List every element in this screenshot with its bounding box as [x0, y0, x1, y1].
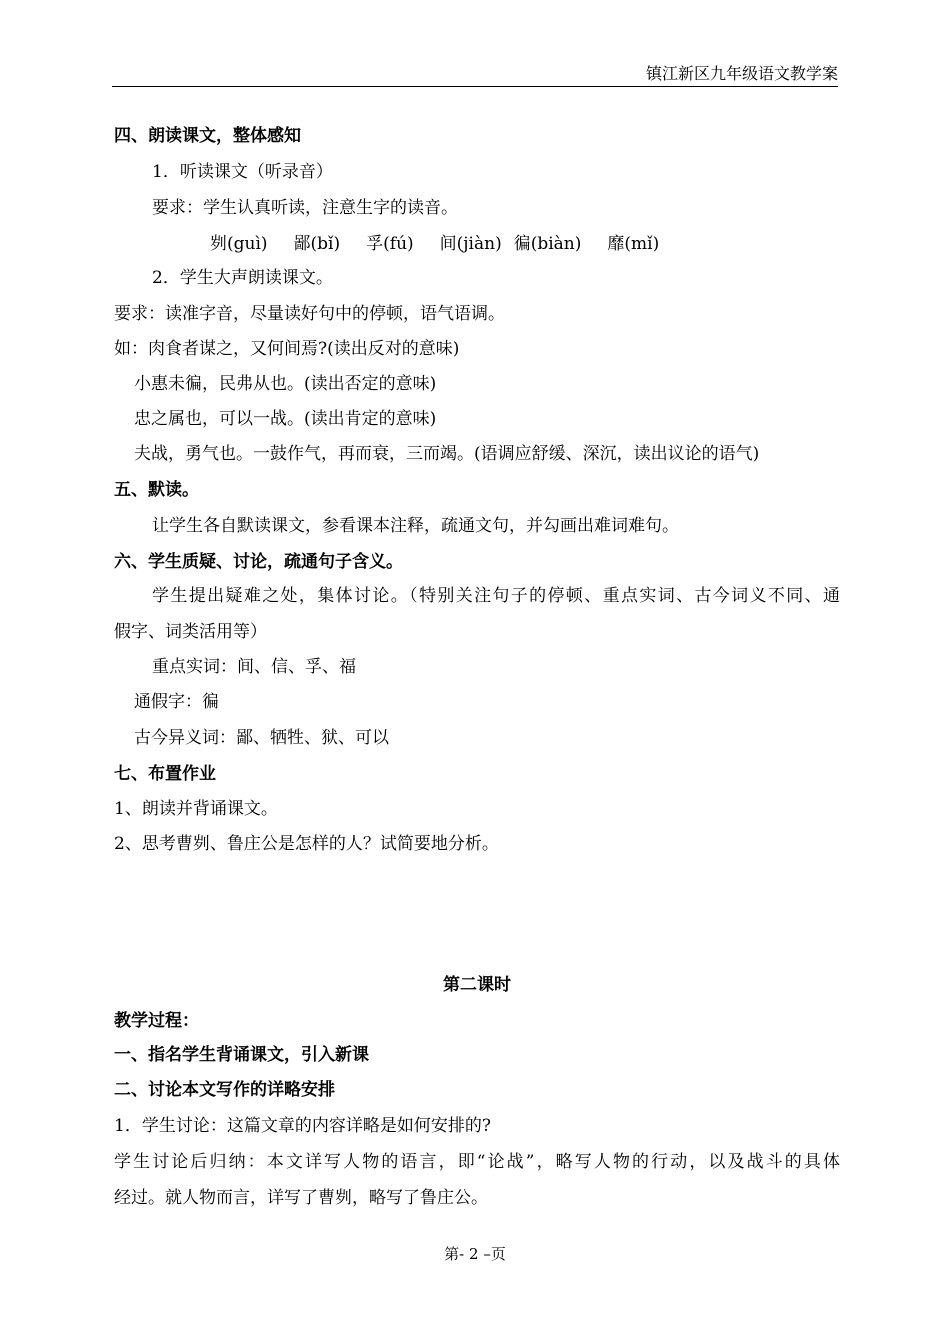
paragraph: 2．学生大声朗读课文。: [152, 268, 333, 288]
pinyin-item: 鄙(bǐ): [293, 234, 341, 254]
paragraph: 学生提出疑难之处，集体讨论。（特别关注句子的停顿、重点实词、古今词义不同、通: [152, 586, 840, 606]
example-line: 忠之属也，可以一战。(读出肯定的意味): [134, 409, 437, 429]
lesson-heading: 第二课时: [443, 975, 511, 995]
section-title-5: 五、默读。: [114, 480, 199, 500]
paragraph: 2、思考曹刿、鲁庄公是怎样的人？试简要地分析。: [114, 834, 499, 854]
paragraph: 重点实词：间、信、孚、福: [152, 657, 356, 677]
page-header: [112, 62, 838, 87]
pinyin-item: 间(jiàn): [439, 234, 502, 254]
lesson2-section-1: 一、指名学生背诵课文，引入新课: [114, 1045, 369, 1065]
pinyin-item: 孚(fú): [366, 234, 414, 254]
paragraph: 要求：读准字音，尽量读好句中的停顿，语气语调。: [114, 304, 505, 324]
paragraph: 1．听读课文（听录音）: [152, 162, 333, 182]
pinyin-item: 靡(mǐ): [607, 234, 660, 254]
paragraph: 古今异义词：鄙、牺牲、狱、可以: [134, 728, 389, 748]
paragraph: 1．学生讨论：这篇文章的内容详略是如何安排的?: [114, 1116, 491, 1136]
example-line: 如：肉食者谋之，又何间焉?(读出反对的意味): [114, 339, 460, 359]
paragraph: 通假字：徧: [134, 692, 219, 712]
paragraph: 要求：学生认真听读，注意生字的读音。: [152, 198, 458, 218]
section-title-7: 七、布置作业: [114, 764, 216, 784]
pinyin-list: [210, 232, 685, 256]
process-title: 教学过程：: [114, 1011, 199, 1031]
paragraph: 学生讨论后归纳：本文详写人物的语言，即“论战”，略写人物的行动，以及战斗的具体: [114, 1152, 840, 1172]
page-footer: [0, 1243, 950, 1264]
section-title-6: 六、学生质疑、讨论，疏通句子含义。: [114, 552, 403, 572]
page-number: 第- 2 –页: [444, 1245, 506, 1263]
paragraph: 让学生各自默读课文，参看课本注释，疏通文句，并勾画出难词难句。: [152, 516, 679, 536]
paragraph: 假字、词类活用等）: [114, 622, 267, 642]
paragraph: 1、朗读并背诵课文。: [114, 799, 278, 819]
header-title: 镇江新区九年级语文教学案: [645, 64, 838, 83]
pinyin-item: 徧(biàn): [513, 234, 582, 254]
example-line: 夫战，勇气也。一鼓作气，再而衰，三而竭。(语调应舒缓、深沉，读出议论的语气): [134, 444, 760, 464]
example-line: 小惠未徧，民弗从也。(读出否定的意味): [134, 374, 437, 394]
pinyin-item: 刿(guì): [210, 234, 268, 254]
lesson2-section-2: 二、讨论本文写作的详略安排: [114, 1080, 335, 1100]
section-title-4: 四、朗读课文，整体感知: [114, 126, 301, 146]
paragraph: 经过。就人物而言，详写了曹刿，略写了鲁庄公。: [114, 1188, 488, 1208]
